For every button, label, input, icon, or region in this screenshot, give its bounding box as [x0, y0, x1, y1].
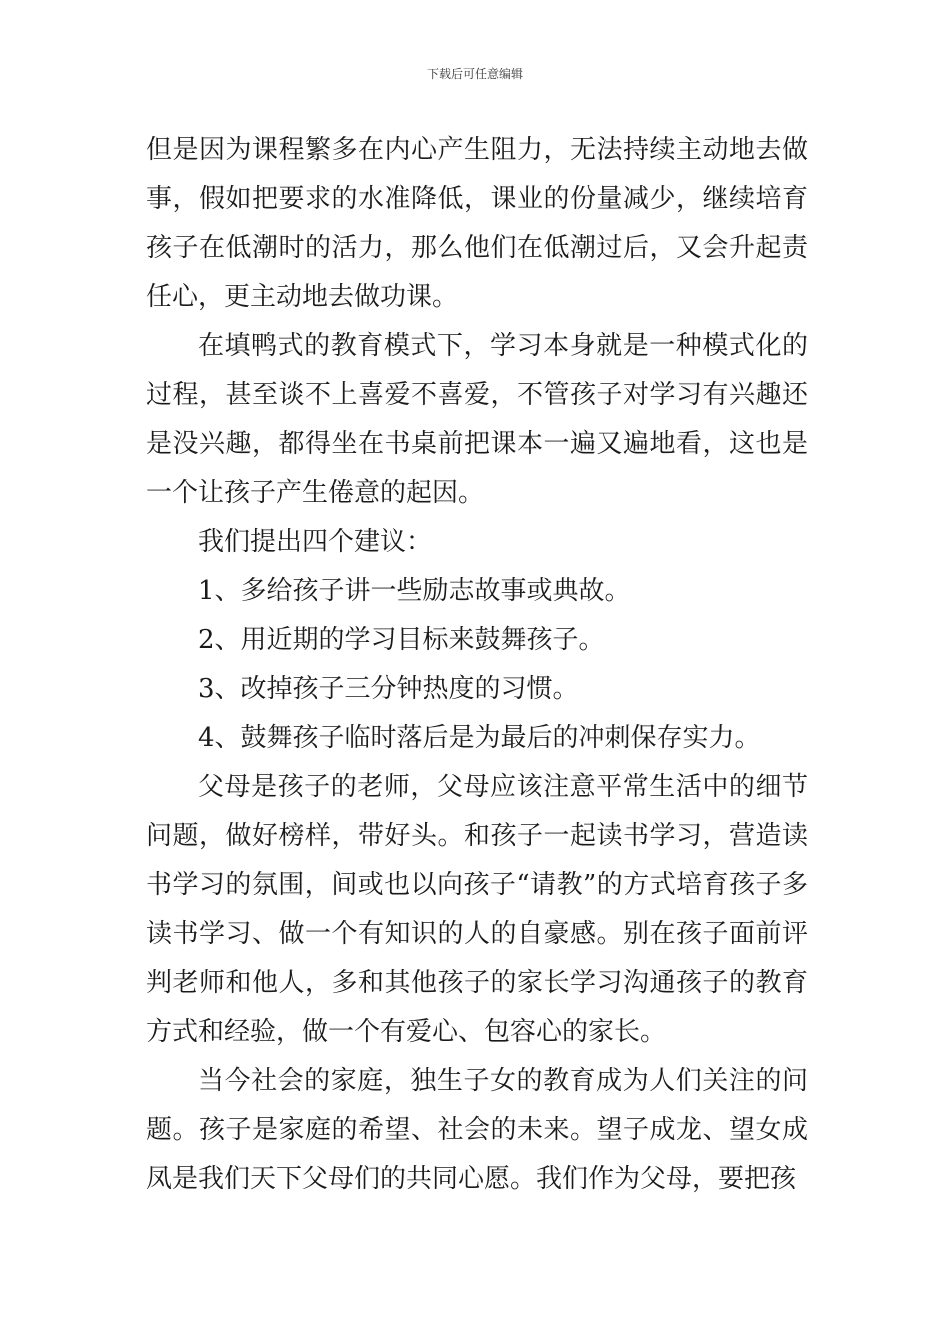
- list-item: 3、改掉孩子三分钟热度的习惯。: [198, 674, 579, 704]
- list-item: 2、用近期的学习目标来鼓舞孩子。: [198, 625, 605, 655]
- paragraph: 当今社会的家庭，独生子女的教育成为人们关注的问题。孩子是家庭的希望、社会的未来。望子成龙、望女成凤是我们天下父母们的共同心愿。我们作为父母，要把孩: [146, 1066, 808, 1194]
- paragraph: 但是因为课程繁多在内心产生阻力，无法持续主动地去做事，假如把要求的水准降低，课业的份量减少，继续培育孩子在低潮时的活力，那么他们在低潮过后，又会升起责任心，更主动地去做功课。: [146, 135, 808, 312]
- list-item: 1、多给孩子讲一些励志故事或典故。: [198, 576, 631, 606]
- paragraph: 父母是孩子的老师，父母应该注意平常生活中的细节问题，做好榜样，带好头。和孩子一起读书学习，营造读书学习的氛围，间或也以向孩子“请教”的方式培育孩子多读书学习、做一个有知识的人的自豪感。别在孩子面前评判老师和他人，多和其他孩子的家长学习沟通孩子的教育方式和经验，做一个有爱心、包容心的家长。: [146, 772, 808, 1047]
- paragraph: 在填鸭式的教育模式下，学习本身就是一种模式化的过程，甚至谈不上喜爱不喜爱，不管孩子对学习有兴趣还是没兴趣，都得坐在书桌前把课本一遍又遍地看，这也是一个让孩子产生倦意的起因。: [146, 331, 808, 508]
- page-header-note: 下载后可任意编辑: [426, 67, 523, 81]
- document-body: [146, 126, 808, 1204]
- list-item: 4、鼓舞孩子临时落后是为最后的冲刺保存实力。: [198, 723, 761, 753]
- paragraph: 我们提出四个建议：: [198, 527, 433, 557]
